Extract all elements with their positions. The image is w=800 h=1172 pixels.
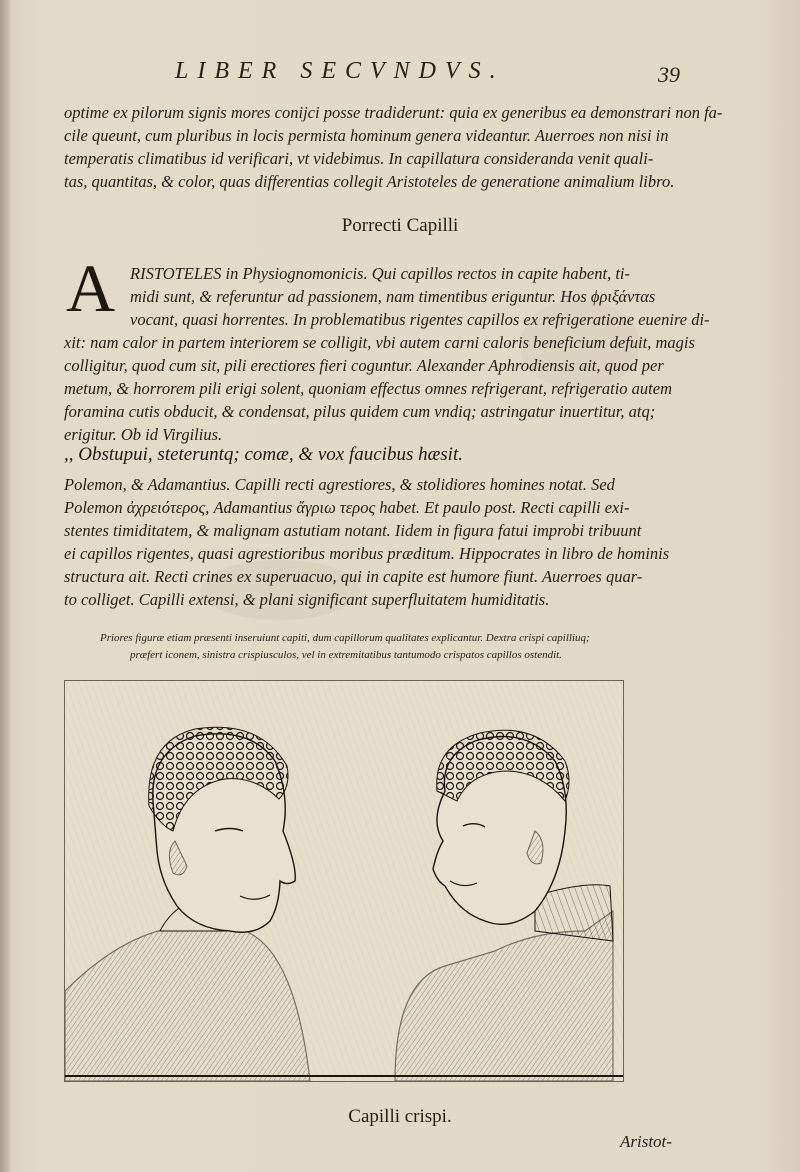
body-line: to colliget. Capilli extensi, & plani significant superfluitatem humiditatis. — [64, 590, 550, 609]
figure-note-line: Priores figuræ etiam præsenti inseruiunt capiti, dum capillorum qualitates explicantur. Dextra crispi capilliuq; — [100, 632, 590, 644]
body-line: vocant, quasi horrentes. In problematibus rigentes capillos ex refrigeratione euenire di- — [130, 310, 710, 329]
engraving-illustration — [65, 681, 623, 1081]
plate-caption: Capilli crispi. — [348, 1106, 452, 1127]
body-line: foramina cutis obducit, & condensat, pilus quidem cum vndiq; astringatur inuertitur, atq; — [64, 402, 656, 421]
intro-line: tas, quantitas, & color, quas differentias collegit Aristoteles de generatione animalium libro. — [64, 172, 675, 191]
body-line: colligitur, quod cum sit, pili erectiores fieri coguntur. Alexander Aphrodiensis ait, quod per — [64, 356, 664, 375]
catchword: Aristot- — [620, 1132, 672, 1151]
running-head: LIBER SECVNDVS. — [175, 58, 505, 84]
verse-quotation: ,, Obstupui, steteruntq; comæ, & vox faucibus hæsit. — [64, 444, 463, 465]
body-line: metum, & horrorem pili erigi solent, quoniam effectus omnes refrigerant, refrigeratio autem — [64, 379, 672, 398]
body-line: midi sunt, & referuntur ad passionem, nam timentibus eriguntur. Hos ϕριξάνταs — [130, 287, 656, 306]
figure-note-line: præfert iconem, sinistra crispiusculos, vel in extremitatibus tantumodo crispatos capillos ostendit. — [130, 649, 562, 661]
body-line: erigitur. Ob id Virgilius. — [64, 425, 223, 444]
intro-line: cile queunt, cum pluribus in locis permista hominum genera videantur. Auerroes non nisi in — [64, 126, 669, 145]
page-number: 39 — [658, 62, 680, 87]
drop-cap-initial: A — [66, 250, 116, 326]
section-heading: Porrecti Capilli — [341, 215, 459, 236]
intro-line: optime ex pilorum signis mores conijci posse tradiderunt: quia ex generibus ea demonstrari non fa- — [64, 103, 723, 122]
body-line: Polemon ἀχρειότερος, Adamantius ἄγριω τερος habet. Et paulo post. Recti capilli exi- — [64, 498, 630, 517]
body-line: Polemon, & Adamantius. Capilli recti agrestiores, & stolidiores homines notat. Sed — [64, 475, 615, 494]
body-line: RISTOTELES in Physiognomonicis. Qui capillos rectos in capite habent, ti- — [130, 264, 631, 283]
engraving-plate — [64, 680, 624, 1082]
intro-line: temperatis climatibus id verificari, vt videbimus. In capillatura consideranda venit quali- — [64, 149, 654, 168]
body-line: ei capillos rigentes, quasi agrestioribus moribus præditum. Hippocrates in libro de hominis — [64, 544, 670, 563]
body-line: structura ait. Recti crines ex superuacuo, qui in capite est humore fiunt. Auerroes quar- — [64, 567, 643, 586]
body-line: stentes timiditatem, & malignam astutiam notant. Iidem in figura fatui improbi tribuunt — [64, 521, 642, 540]
body-line: xit: nam calor in partem interiorem se colligit, vbi autem carni caloris beneficium defuit, magis — [64, 333, 695, 352]
